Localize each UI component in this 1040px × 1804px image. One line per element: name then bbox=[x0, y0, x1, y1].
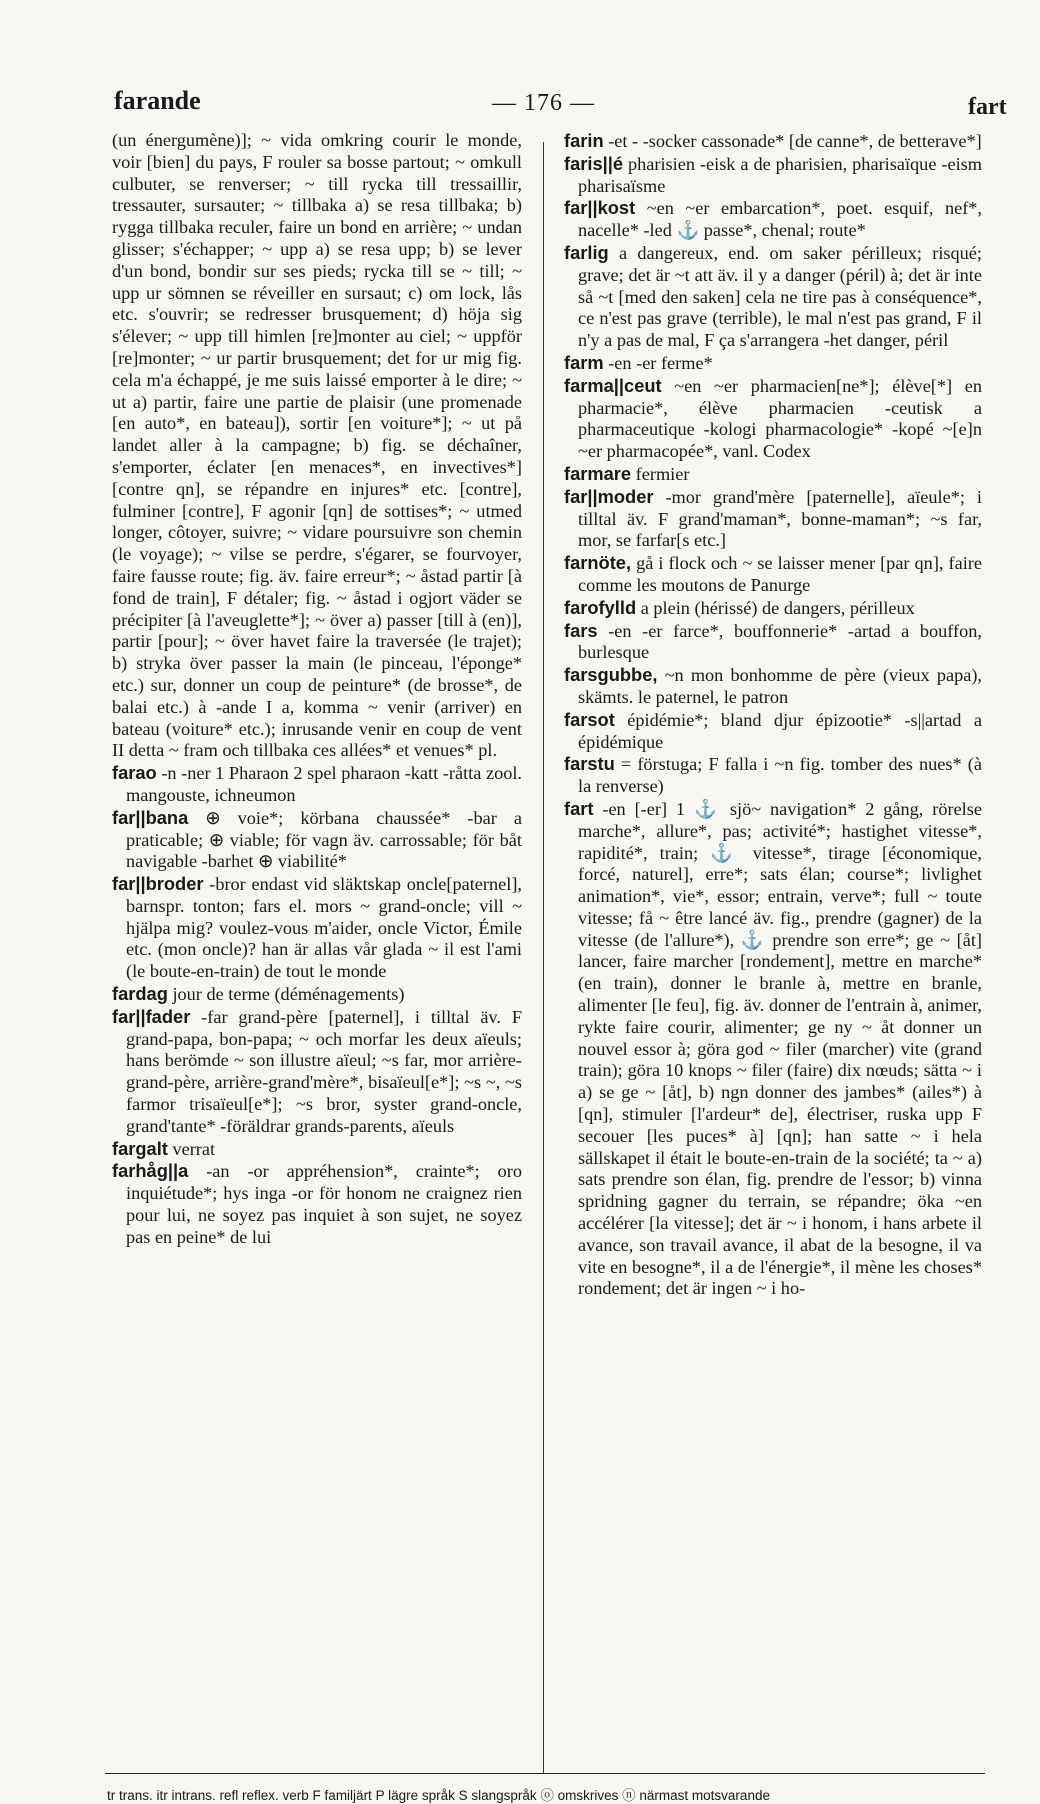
entry-headword: farsot bbox=[564, 708, 615, 730]
entry-headword: farin bbox=[564, 130, 604, 151]
column-divider bbox=[543, 142, 544, 1774]
entry-headword: farsgubbe, bbox=[564, 664, 658, 686]
entry-definition: pharisien -eisk a de pharisien, pharisaïque -eism pharisaïsme bbox=[578, 153, 982, 196]
entry-headword: farao bbox=[112, 762, 157, 784]
header-guide-word-left: farande bbox=[114, 86, 201, 115]
entry-headword: farm bbox=[564, 351, 604, 373]
entry-headword: fart bbox=[564, 797, 594, 819]
dictionary-entry bbox=[564, 552, 982, 597]
dictionary-entry bbox=[564, 352, 982, 375]
entry-definition: -en -er ferme* bbox=[603, 352, 713, 373]
dictionary-entry bbox=[564, 753, 982, 798]
entry-headword: fars bbox=[564, 619, 598, 641]
entry-definition: (un énergumène)]; ~ vida omkring courir le monde, voir [bien] du pays, F rouler sa bosse partout; ~ omkull culbuter, se renverser; ~ till rycka till tressaillir, tressauter, sursauter; ~ tillbaka a) se resa tillbaka; b) rygga tillbaka reculer, faire un bond en arrière; ~ undan glisser; s'échapper; ~ upp a) se resa upp; b) se lever d'un bond, bondir sur ses pieds; rycka till se ~ till; ~ upp ur sömnen se réveiller en sursaut; c) om lock, lås etc. s'ouvrir; se redresser brusquement; d) höja sig s'élever; ~ upp till himlen [re]monter au ciel; ~ uppför [re]monter; ~ ur partir brusquement; det for ur mig fig. cela m'a échappé, je me suis laissé emporter à le dire; ~ ut a) partir, faire une partie de plaisir (une promenade [en auto*, en bateau]), sortir [en voiture*]; ~ ut på landet aller à la campagne; b) fig. se déchaîner, s'emporter, éclater [en menaces*, en invectives*] [contre qn], se répandre en injures* etc. [contre], fulminer [contre], F agonir [qn] de sottises*; ~ utmed longer, côtoyer, suivre; ~ vidare poursuivre son chemin (le voyage); ~ vilse se perdre, s'égarer, se fourvoyer, faire fausse route; fig. äv. faire erreur*; ~ åstad partir [à fond de train], F détaler; fig. ~ åstad i ogjort väder se précipiter [à l'aveuglette*]; ~ över a) passer [till à (en)], partir [pour]; ~ över havet faire la traversée (le trajet); b) stryka över passer la main (le pinceau, l'éponge* etc.) sur, donner un coup de peinture* (de brosse*, de balai etc.) à -ande I a, komma ~ venir (arriver) en bateau (voiture* etc.); inrusande venir en coup de vent II detta ~ fram och tillbaka ces allées* et venues* pl. bbox=[112, 130, 522, 761]
dictionary-entry bbox=[564, 620, 982, 665]
entry-definition: = förstuga; F falla i ~n fig. tomber des nues* (à la renverse) bbox=[578, 754, 982, 797]
dictionary-entry bbox=[564, 130, 982, 153]
left-column bbox=[112, 130, 522, 1770]
entry-headword: far||fader bbox=[112, 1005, 191, 1027]
entry-definition: -an -or appréhension*, crainte*; oro inquiétude*; hys inga -or för honom ne craignez rien pour lui, ne soyez pas inquiet à son sujet, ne soyez pas en peine* de lui bbox=[126, 1161, 522, 1247]
dictionary-entry bbox=[112, 1160, 522, 1248]
entry-definition: gå i flock och ~ se laisser mener [par qn], faire comme les moutons de Panurge bbox=[578, 553, 982, 595]
page-number: — 176 — bbox=[492, 90, 595, 116]
entry-definition: ~n mon bonhomme de père (vieux papa), skämts. le paternel, le patron bbox=[578, 665, 982, 707]
entry-definition: fermier bbox=[631, 463, 690, 484]
dictionary-entry bbox=[112, 873, 522, 983]
entry-definition: -far grand-père [paternel], i tilltal äv. F grand-papa, bon-papa; ~ och morfar les deux aïeuls; hans berömde ~ son illustre aïeul; ~s far, mor arrière-grand-père, arrière-grand'mère*, bisaïeul[e*]; ~s ~, ~s farmor trisaïeul[e*]; ~s bror, syster grand-oncle, grand'tante* -föräldrar grands-parents, aïeuls bbox=[126, 1006, 522, 1136]
dictionary-entry bbox=[564, 375, 982, 463]
dictionary-entry bbox=[564, 709, 982, 754]
abbreviation-legend: tr trans. itr intrans. refl reflex. verb F familjärt P lägre språk S slangspråk ⓞ omskrives ⓝ närmast motsvarande bbox=[107, 1788, 770, 1803]
entry-headword: faris||é bbox=[564, 152, 624, 174]
entry-headword: far||moder bbox=[564, 485, 654, 507]
entry-definition: ⊕ voie*; körbana chaussée* -bar a praticable; ⊕ viable; för vagn äv. carrossable; för båt navigable -barhet ⊕ viabilité* bbox=[126, 807, 522, 872]
entry-headword: farstu bbox=[564, 753, 615, 775]
dictionary-entry bbox=[564, 486, 982, 552]
dictionary-entry bbox=[564, 597, 982, 620]
entry-definition: jour de terme (déménagements) bbox=[167, 984, 405, 1005]
entry-definition: ~en ~er embarcation*, poet. esquif, nef*, nacelle* -led ⚓ passe*, chenal; route* bbox=[578, 198, 982, 241]
footer-rule bbox=[105, 1773, 985, 1774]
dictionary-entry bbox=[564, 664, 982, 709]
dictionary-entry bbox=[564, 242, 982, 352]
entry-headword: fargalt bbox=[112, 1137, 168, 1159]
entry-headword: farofylld bbox=[564, 596, 637, 618]
entry-definition: verrat bbox=[167, 1138, 216, 1159]
dictionary-entry bbox=[564, 798, 982, 1300]
dictionary-entry bbox=[112, 762, 522, 807]
dictionary-entry bbox=[564, 463, 982, 486]
dictionary-entry bbox=[564, 153, 982, 198]
dictionary-entry bbox=[112, 807, 522, 873]
entry-headword: farhåg||a bbox=[112, 1160, 189, 1182]
dictionary-entry bbox=[112, 1138, 522, 1161]
entry-headword: far||bana bbox=[112, 806, 189, 828]
entry-headword: farmare bbox=[564, 462, 632, 484]
entry-headword: farnöte, bbox=[564, 552, 632, 574]
entry-headword: farma||ceut bbox=[564, 374, 662, 396]
entry-definition: -bror endast vid släktskap oncle[paternel], barnspr. tonton; fars el. mors ~ grand-oncle; vill ~ hjälpa mig? voulez-vous m'aider, oncle Victor, Émile etc. (mon oncle)? han är allas vår glada ~ il est l'ami (le boute-en-train) de tout le monde bbox=[126, 874, 522, 982]
entry-definition: a plein (hérissé) de dangers, périlleux bbox=[636, 597, 915, 618]
dictionary-entry bbox=[112, 983, 522, 1006]
entry-definition: épidémie*; bland djur épizootie* -s||artad a épidémique bbox=[578, 709, 982, 752]
dictionary-entry bbox=[564, 197, 982, 242]
dictionary-entry bbox=[112, 1006, 522, 1138]
entry-definition: a dangereux, end. om saker périlleux; risqué; grave; det är ~t att äv. il y a danger (péril) à; det är inte så ~t [med den saken] cela ne tire pas à conséquence*, ce n'est pas grave (terrible), le mal n'est pas grand, F il n'y a pas de mal, F ça s'arrangera -het danger, péril bbox=[578, 242, 982, 351]
entry-definition: -mor grand'mère [paternelle], aïeule*; i tilltal äv. F grand'maman*, bonne-maman*; ~s far, mor, se farfar[s etc.] bbox=[578, 486, 982, 551]
entry-headword: fardag bbox=[112, 983, 168, 1005]
entry-definition: ~en ~er pharmacien[ne*]; élève[*] en pharmacie*, élève pharmacien -ceutisk a pharmaceutique -kologi pharmacologie* -kopé ~[e]n ~er pharmacopée*, vanl. Codex bbox=[578, 375, 982, 462]
entry-definition: -n -ner 1 Pharaon 2 spel pharaon -katt -råtta zool. mangouste, ichneumon bbox=[126, 763, 522, 805]
right-column bbox=[564, 130, 982, 1770]
entry-headword: farlig bbox=[564, 241, 609, 263]
entry-definition: -en -er farce*, bouffonnerie* -artad a bouffon, burlesque bbox=[578, 620, 982, 663]
entry-headword: far||broder bbox=[112, 873, 204, 895]
entry-definition: -en [-er] 1 ⚓ sjö~ navigation* 2 gång, rörelse marche*, allure*, pas; activité*; hastighet vitesse*, rapidité*, train; ⚓ vitesse*, tirage [économique, forcé, naturel], erre*; sats élan; course*; livlighet animation*, vie*, essor; entrain, verve*; full ~ toute vitesse; få ~ être lancé äv. fig., prendre (gagner) de la vitesse (de l'allure*), ⚓ prendre son erre*; ge ~ [åt] lancer, faire marcher [rondement], mettre en marche* (en train), donner le branle à, mettre en branle, alimenter [le feu], fig. äv. donner de l'entrain à, animer, rykte faire courir, alimenter; ge ny ~ åt donner un nouvel essor à; göra god ~ filer (marcher) vite (grand train); göra 10 knops ~ filer (faire) dix nœuds; sätta ~ i a) se ge ~ [åt], b) ngn donner des jambes* (ailes*) à [qn], stimuler [l'ardeur* de], électriser, ruska upp F secouer [les puces* à] [qn]; han satte ~ i hela sällskapet il était le boute-en-train de la société; ta ~ a) sats prendre son élan, fig. prendre de l'essor; b) vinna spridning gagner du terrain, se répandre; öka ~en accélérer [la vitesse]; det är ~ i honom, i hans arbete il avance, son travail avance, il abat de la besogne, il va vite en besogne*, il a de l'énergie*, il mène les choses* rondement; det är ingen ~ i ho- bbox=[578, 798, 982, 1299]
entry-headword: far||kost bbox=[564, 197, 636, 219]
dictionary-entry bbox=[112, 130, 522, 762]
entry-definition: -et - -socker cassonade* [de canne*, de betterave*] bbox=[603, 131, 982, 151]
header-guide-word-right: fart bbox=[968, 94, 1007, 120]
